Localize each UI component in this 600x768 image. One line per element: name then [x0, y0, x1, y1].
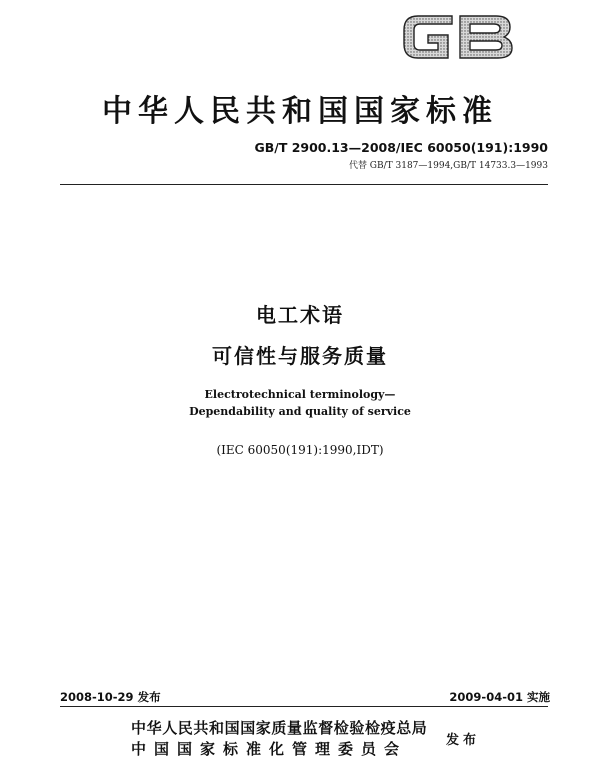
- standard-number: GB/T 2900.13—2008/IEC 60050(191):1990: [254, 140, 548, 155]
- title-english-line2: Dependability and quality of service: [189, 405, 411, 418]
- adoption-note: (IEC 60050(191):1990,IDT): [216, 443, 384, 457]
- title-chinese-line1: 电工术语: [256, 303, 344, 327]
- implementation-date: 2009-04-01 实施: [449, 690, 550, 704]
- title-english-line1: Electrotechnical terminology—: [204, 388, 396, 401]
- issuer-line2: 中国国家标准化管理委员会: [131, 740, 408, 758]
- title-chinese-line2: 可信性与服务质量: [212, 344, 388, 368]
- footer-divider: [60, 706, 548, 707]
- header-divider: [60, 184, 548, 185]
- gb-logo: [398, 6, 518, 66]
- issuer-line1: 中华人民共和国国家质量监督检验检疫总局: [131, 719, 428, 737]
- issued-label: 发布: [446, 733, 481, 748]
- national-standard-title: 中华人民共和国国家标准: [102, 94, 498, 129]
- replaces-note: 代替 GB/T 3187—1994,GB/T 14733.3—1993: [348, 161, 548, 171]
- issue-date: 2008-10-29 发布: [60, 690, 161, 704]
